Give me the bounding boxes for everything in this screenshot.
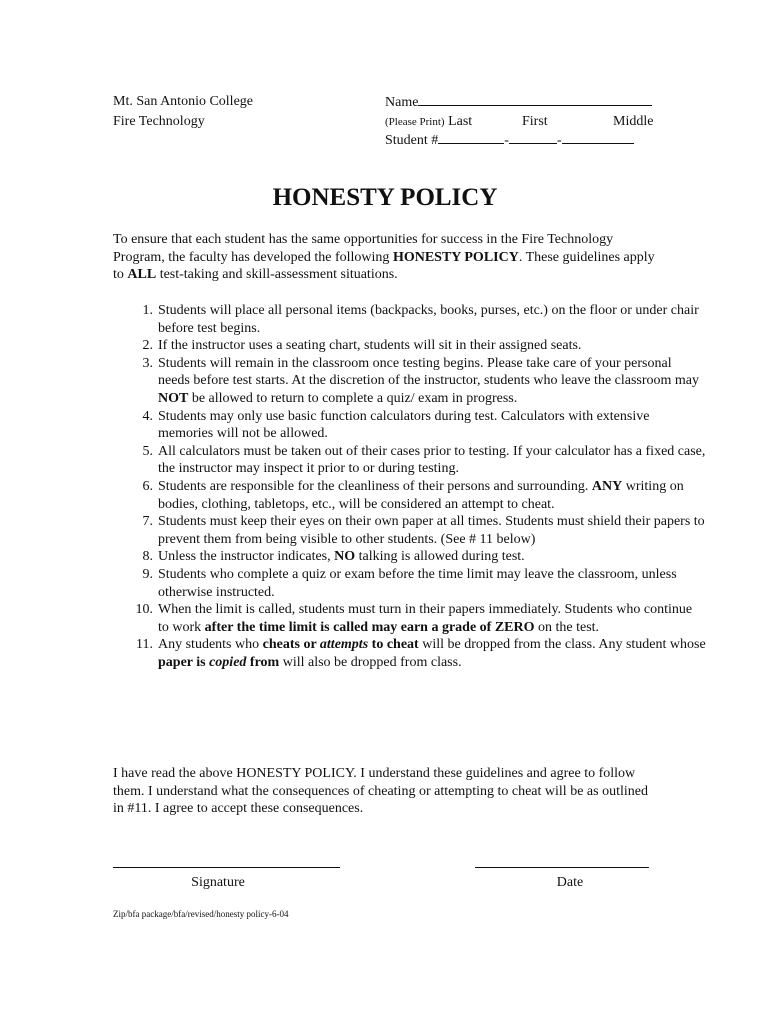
rule-text-e: will be dropped from the class. Any student whose: [418, 637, 706, 653]
rule-text-bold: ANY: [591, 478, 623, 494]
date-label: Date: [556, 875, 584, 890]
rule-text-a: Any students who: [158, 637, 263, 653]
student-number-field-1[interactable]: [438, 131, 504, 144]
rule-number: 1.: [142, 303, 153, 318]
rule-text: Students may only use basic function calculators during test. Calculators with extensive memories will not be allowed.: [158, 408, 650, 442]
last-label: Last: [448, 114, 473, 129]
intro-paragraph: [113, 231, 658, 284]
rule-text: Students who complete a quiz or exam before the time limit may leave the classroom, unless otherwise instructed.: [158, 566, 677, 600]
page-title: HONESTY POLICY: [272, 184, 498, 211]
rule-text-c: attempts: [319, 637, 369, 653]
please-print-label: (Please Print): [385, 116, 445, 128]
name-label: Name: [385, 95, 419, 110]
rule-text-bold: NOT: [158, 390, 189, 406]
student-number-field-3[interactable]: [562, 131, 634, 144]
intro-text-1: To ensure that each student has the same opportunities for success in the Fire Technology Program, the faculty has developed the following: [113, 232, 614, 265]
footer-path: Zip/bfa package/bfa/revised/honesty policy-6-04: [113, 909, 289, 919]
rule-text-f: paper is: [158, 654, 210, 670]
institution-block: [113, 93, 373, 133]
rule-item: [142, 478, 706, 513]
rule-text-pre: Unless the instructor indicates,: [158, 549, 335, 565]
rule-text-pre: When the limit is called, students must turn in their papers immediately. Students who continue to work: [158, 602, 693, 635]
date-line[interactable]: [475, 867, 649, 868]
rule-text-b: cheats or: [262, 637, 320, 653]
signature-line[interactable]: [113, 867, 340, 868]
rule-text-post: talking is allowed during test.: [355, 549, 525, 565]
rule-text: Students must keep their eyes on their own paper at all times. Students must shield their papers to prevent them from being visible to other students. (See # 11 below): [158, 514, 705, 547]
rule-text-h: from: [246, 654, 280, 670]
rule-item: [142, 355, 706, 408]
rule-item: [142, 337, 706, 355]
rule-number: 5.: [142, 443, 153, 459]
middle-label: Middle: [613, 114, 654, 129]
rule-item: [142, 548, 706, 566]
rule-number: 4.: [142, 408, 153, 424]
rule-text-pre: Students are responsible for the cleanliness of their persons and surrounding.: [158, 478, 592, 494]
student-info-block: [385, 93, 665, 151]
rule-text-pre: Students will remain in the classroom once testing begins. Please take care of your personal needs before test starts. At the discretion of the instructor, students who leave the classroom may: [158, 355, 700, 389]
rule-number: 3.: [142, 355, 153, 371]
student-number-field-2[interactable]: [509, 131, 557, 144]
rule-text: Students will place all personal items (backpacks, books, purses, etc.) on the floor or under chair before test begins.: [158, 303, 699, 336]
rule-number: 8.: [142, 549, 153, 565]
rule-number: 6.: [142, 478, 153, 494]
rule-item: [135, 601, 706, 636]
rule-text-post: writing on bodies, clothing, tabletops, etc., will be considered an attempt to cheat.: [158, 478, 684, 512]
rule-text-post: on the test.: [534, 619, 600, 635]
intro-text-3: test-taking and skill-assessment situations.: [156, 267, 398, 283]
rule-text-bold: after the time limit is called may earn a grade of ZERO: [204, 619, 535, 635]
rule-number: 2.: [142, 338, 153, 354]
intro-all-bold: ALL: [127, 267, 157, 283]
rule-text-i: will also be dropped from class.: [279, 654, 462, 670]
first-label: First: [522, 114, 548, 129]
rule-text: All calculators must be taken out of their cases prior to testing. If your calculator has a fixed case, the instructor may inspect it prior to or during testing.: [158, 443, 706, 477]
rules-list: [113, 302, 706, 671]
rule-number: 10.: [135, 602, 153, 618]
rule-number: 11.: [136, 637, 153, 653]
rule-number: 7.: [142, 514, 153, 530]
intro-text-2: . These guidelines apply to: [113, 249, 655, 283]
rule-text-g: copied: [209, 654, 247, 670]
student-number-label: Student #: [385, 133, 439, 148]
name-parts-row: [385, 113, 665, 131]
rule-text-post: be allowed to return to complete a quiz/ exam in progress.: [188, 390, 518, 406]
rule-item: [142, 443, 706, 478]
rule-item: [142, 302, 706, 337]
rule-item: [142, 513, 706, 548]
department-name: Fire Technology: [113, 114, 205, 129]
name-row: [385, 93, 665, 113]
acknowledgement-paragraph: I have read the above HONESTY POLICY. I understand these guidelines and agree to follow them. I understand what the consequences of cheating or attempting to cheat will be as outlined in #11. I agree to accept these consequences.: [113, 766, 648, 817]
rule-item: [136, 636, 706, 671]
rule-text-bold: NO: [334, 549, 356, 565]
rule-item: [142, 566, 706, 601]
intro-policy-bold: HONESTY POLICY: [392, 249, 519, 265]
rule-item: [142, 408, 706, 443]
signature-label: Signature: [191, 875, 245, 890]
student-number-row: Student # - -: [385, 131, 665, 151]
rule-text-d: to cheat: [368, 637, 419, 653]
rule-text: If the instructor uses a seating chart, students will sit in their assigned seats.: [158, 338, 582, 354]
name-field[interactable]: [418, 93, 652, 106]
college-name: Mt. San Antonio College: [113, 94, 253, 109]
rule-number: 9.: [142, 566, 153, 582]
